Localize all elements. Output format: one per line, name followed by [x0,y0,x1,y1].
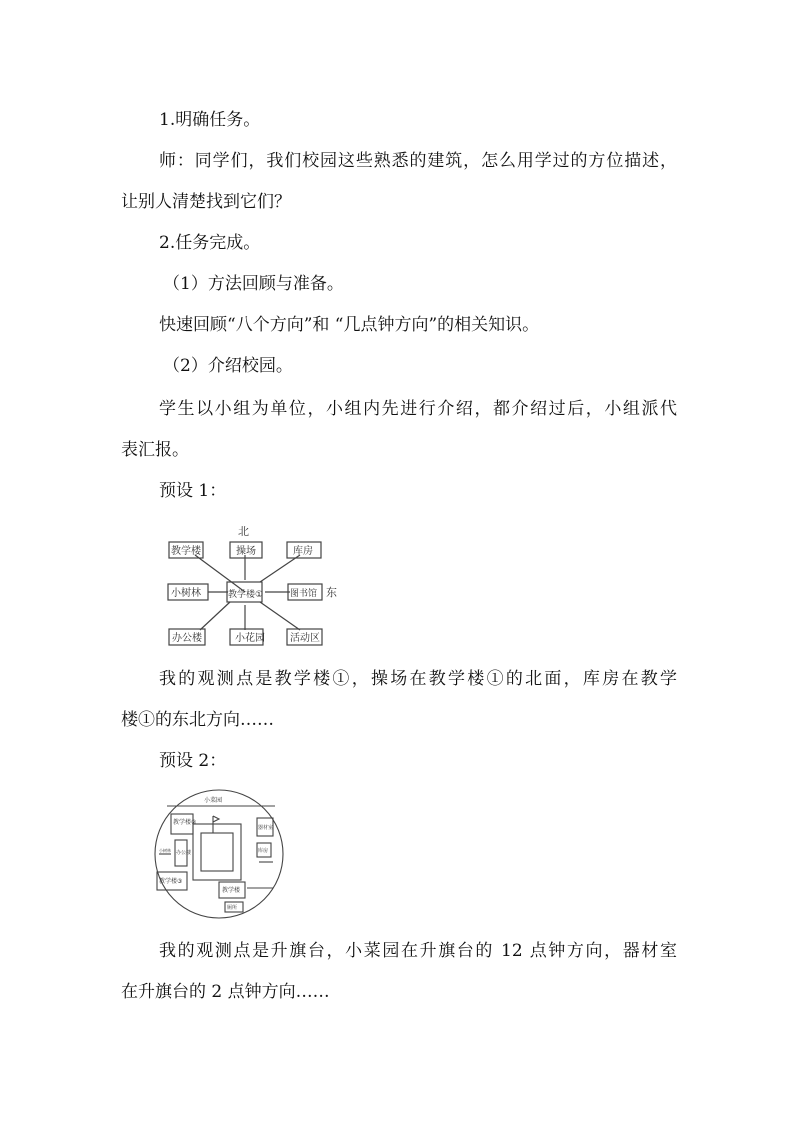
fig1-e: 图书馆 [290,589,318,599]
para-preset1: 预设 1： [159,481,227,501]
para-task-complete: 2.任务完成。 [159,233,261,253]
fig1-sw: 办公楼 [172,633,202,644]
para-preset1-desc-line2: 楼①的东北方向…… [121,710,274,730]
fig1-n: 操场 [236,546,256,557]
fig2-lm: 小树林 [159,848,171,853]
fig1-se: 活动区 [290,633,320,644]
fig2-rm: 库房 [258,848,269,854]
fig2-top: 小菜园 [204,797,223,804]
para-method-review: （1）方法回顾与准备。 [163,274,344,294]
fig2-bm: 厕所 [227,905,238,911]
fig1-north: 北 [238,525,249,538]
fig1-east: 东 [326,586,337,599]
fig2-bl: 教学楼③ [159,878,183,885]
fig2-br: 教学楼 [222,887,241,894]
fig1-w: 小树林 [171,588,201,599]
para-group-line2: 表汇报。 [121,440,189,460]
fig2-tr: 器材室 [258,825,274,831]
fig1-nw: 教学楼 [171,546,201,557]
para-preset2: 预设 2： [159,751,227,771]
fig1-center: 教学楼① [228,590,264,600]
para-teacher-line1: 师：同学们，我们校园这些熟悉的建筑，怎么用学过的方位描述， [159,151,677,171]
para-group-line1: 学生以小组为单位，小组内先进行介绍，都介绍过后，小组派代 [159,399,677,419]
clock-direction-sketch [149,788,289,920]
fig2-tl: 教学楼② [173,819,197,826]
para-preset1-desc-line1: 我的观测点是教学楼①，操场在教学楼①的北面，库房在教学 [159,669,677,689]
fig2-ml: 办公楼 [176,850,192,856]
para-preset2-desc-line1: 我的观测点是升旗台，小菜园在升旗台的 12 点钟方向，器材室 [159,941,677,961]
fig1-ne: 库房 [293,546,313,557]
para-quick-review: 快速回顾“八个方向”和 “几点钟方向”的相关知识。 [159,315,540,335]
para-teacher-line2: 让别人清楚找到它们？ [121,192,291,212]
eight-directions-sketch [160,520,360,650]
para-task-heading: 1.明确任务。 [159,110,261,130]
para-preset2-desc-line2: 在升旗台的 2 点钟方向…… [121,982,330,1002]
fig1-s: 小花园 [235,633,265,644]
para-introduce-campus: （2）介绍校园。 [163,356,293,376]
